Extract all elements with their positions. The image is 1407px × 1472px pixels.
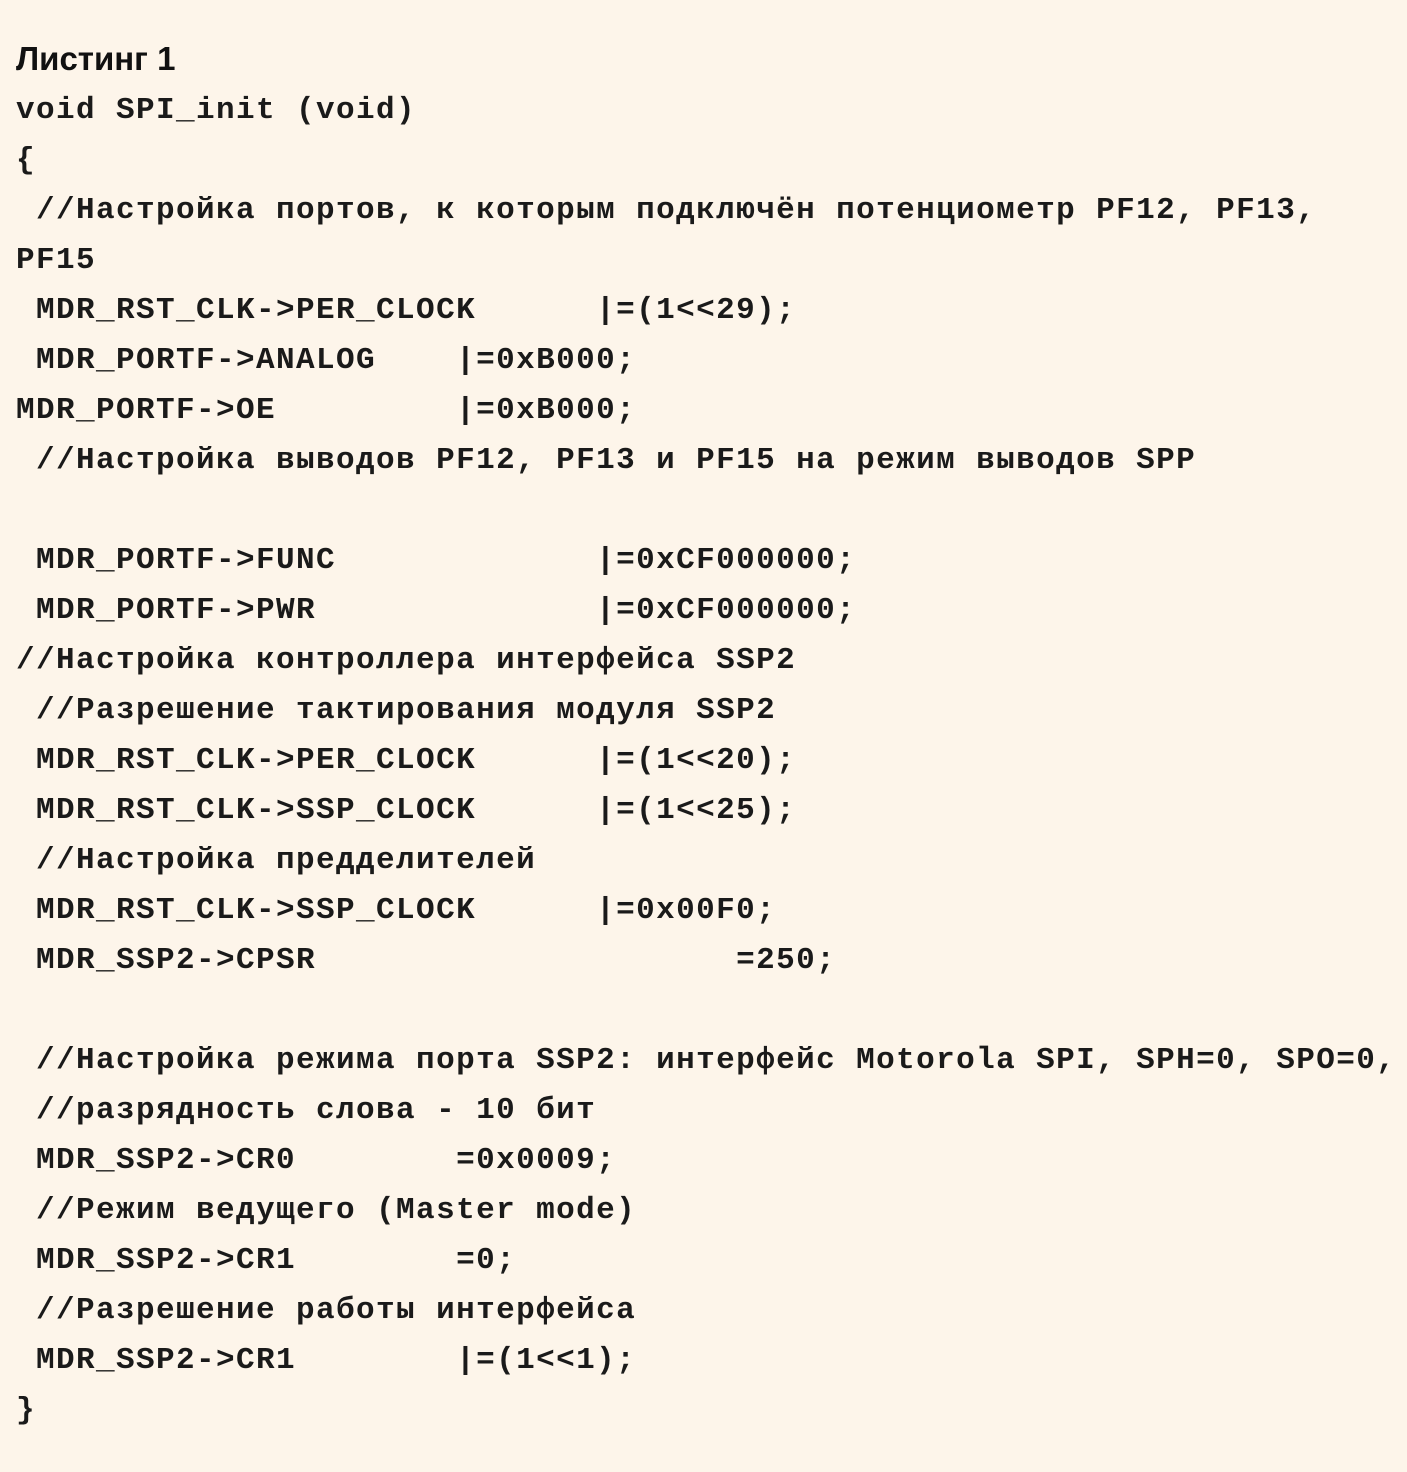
listing-title: Листинг 1: [16, 40, 176, 77]
code-line: }: [16, 1393, 37, 1428]
code-line: void SPI_init (void): [16, 93, 417, 128]
code-line: MDR_RST_CLK->SSP_CLOCK |=0x00F0;: [16, 893, 777, 928]
code-line: MDR_RST_CLK->PER_CLOCK |=(1<<20);: [16, 743, 797, 778]
code-line: //разрядность слова - 10 бит: [16, 1093, 597, 1128]
code-line: MDR_SSP2->CR0 =0x0009;: [16, 1143, 617, 1178]
code-block: [16, 86, 1396, 1436]
code-line: //Настройка выводов PF12, PF13 и PF15 на режим выводов SPP: [16, 443, 1197, 478]
code-line: {: [16, 143, 37, 178]
code-line: MDR_RST_CLK->SSP_CLOCK |=(1<<25);: [16, 793, 797, 828]
code-line: //Режим ведущего (Master mode): [16, 1193, 637, 1228]
code-line: MDR_PORTF->OE |=0xB000;: [16, 393, 637, 428]
code-line: //Настройка режима порта SSP2: интерфейс Motorola SPI, SPH=0, SPO=0,: [16, 1043, 1397, 1078]
code-line: MDR_SSP2->CR1 |=(1<<1);: [16, 1343, 637, 1378]
code-line: MDR_PORTF->PWR |=0xCF000000;: [16, 593, 857, 628]
code-line: MDR_PORTF->FUNC |=0xCF000000;: [16, 543, 857, 578]
code-line: //Настройка портов, к которым подключён потенциометр PF12, PF13,: [16, 193, 1317, 228]
code-line: //Настройка контроллера интерфейса SSP2: [16, 643, 797, 678]
code-line: MDR_RST_CLK->PER_CLOCK |=(1<<29);: [16, 293, 797, 328]
code-line: //Разрешение тактирования модуля SSP2: [16, 693, 777, 728]
code-line: //Настройка предделителей: [16, 843, 537, 878]
code-line: MDR_SSP2->CPSR =250;: [16, 943, 837, 978]
code-line: MDR_SSP2->CR1 =0;: [16, 1243, 517, 1278]
code-line: MDR_PORTF->ANALOG |=0xB000;: [16, 343, 637, 378]
code-line: [16, 986, 1396, 1036]
code-line: [16, 486, 1396, 536]
code-line: PF15: [16, 243, 97, 278]
code-line: //Разрешение работы интерфейса: [16, 1293, 637, 1328]
